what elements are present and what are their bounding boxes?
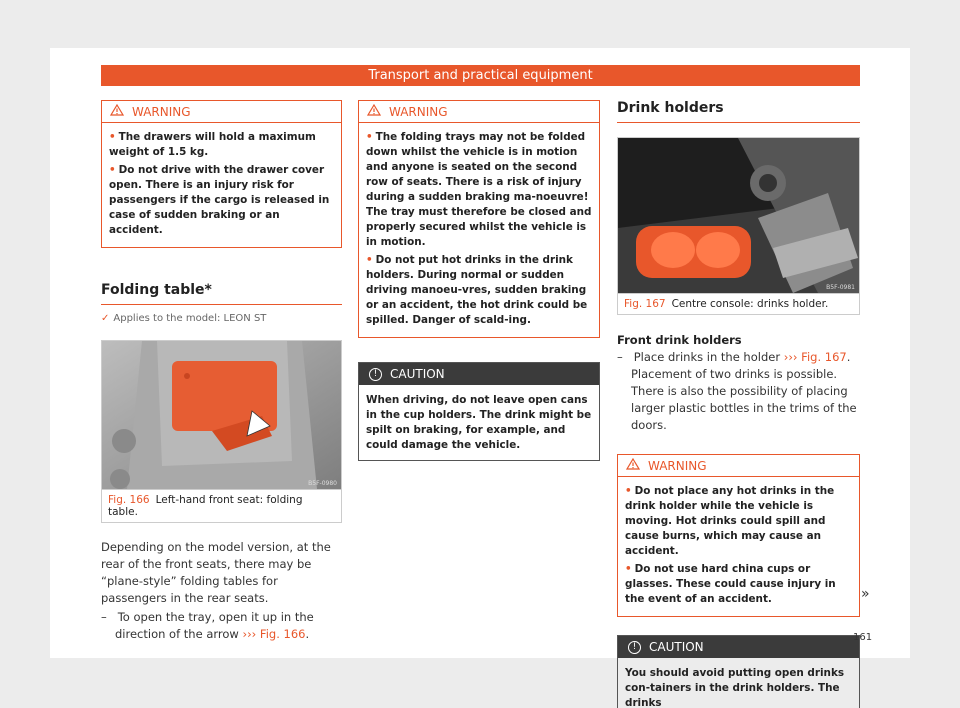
arrow-icon: ››› <box>783 350 798 364</box>
arrow-icon: ››› <box>242 627 257 641</box>
instruction-step: – Place drinks in the holder ››› Fig. 167. Placement of two drinks is possible. There is also the possibility of placing larger plastic bottles in the trims of the doors. <box>617 350 857 432</box>
section-title-drink-holders: Drink holders <box>617 100 860 123</box>
figure-link[interactable]: Fig. 166 <box>259 627 306 641</box>
section-title-folding-table: Folding table* <box>101 282 342 305</box>
body-paragraph: Depending on the model version, at the rear of the front seats, there may be “plane-style” folding tables for passengers in the rear seats. <box>101 540 331 605</box>
figure-166 <box>101 340 342 523</box>
warning-box <box>101 100 342 248</box>
image-code: B5F-0980 <box>308 480 337 487</box>
warning-item: • The folding trays may not be folded down whilst the vehicle is in motion and anyone is seated on the second row of seats. There is a risk of injury during a sudden braking ma-noeuvre! The tray must therefore be closed and properly secured whilst the vehicle is in motion. <box>366 131 592 248</box>
info-circle-icon: ! <box>369 368 382 381</box>
warning-triangle-icon <box>626 458 642 473</box>
figure-link[interactable]: Fig. 167 <box>801 350 847 364</box>
instruction-step: – To open the tray, open it up in the direction of the arrow ››› Fig. 166. <box>101 610 314 641</box>
figure-caption: Fig. 166 Left-hand front seat: folding table. <box>102 489 341 522</box>
caution-text: You should avoid putting open drinks con-tainers in the drink holders. The drinks <box>625 667 845 708</box>
warning-triangle-icon <box>110 104 126 119</box>
caution-title: CAUTION <box>649 640 704 654</box>
warning-triangle-icon <box>367 104 383 119</box>
continue-marker: » <box>861 586 870 602</box>
warning-title: WARNING <box>389 104 448 119</box>
warning-item: • Do not drive with the drawer cover open. There is an injury risk for passengers if the cargo is released in case of sudden braking or an accident. <box>109 164 330 236</box>
warning-title: WARNING <box>648 458 707 473</box>
info-circle-icon: ! <box>628 641 641 654</box>
warning-item: • The drawers will hold a maximum weight of 1.5 kg. <box>109 131 316 158</box>
caution-box <box>617 635 860 708</box>
warning-item: • Do not place any hot drinks in the drink holder while the vehicle is moving. Hot drinks could spill and cause burns, which may cause an accident. <box>625 485 835 557</box>
warning-item: • Do not put hot drinks in the drink holders. During normal or sudden driving manoeu-vres, sudden braking or an accident, the hot drink could be spilled. Danger of scald-ing. <box>366 254 588 326</box>
caution-title: CAUTION <box>390 367 445 381</box>
folding-table-image <box>102 341 341 489</box>
page-number: 161 <box>853 632 873 643</box>
image-code: B5F-0981 <box>826 284 855 291</box>
column-3 <box>617 100 860 708</box>
subheading: Front drink holders <box>617 333 742 347</box>
caution-box <box>358 362 600 461</box>
column-1 <box>101 100 342 643</box>
check-icon: ✓ <box>101 313 110 324</box>
warning-title: WARNING <box>132 104 191 119</box>
page-header: Transport and practical equipment <box>101 65 860 86</box>
caution-text: When driving, do not leave open cans in the cup holders. The drink might be spilt on braking, for example, and could damage the vehicle. <box>366 394 592 451</box>
drink-holder-image <box>618 138 859 293</box>
warning-box <box>617 454 860 617</box>
figure-caption: Fig. 167 Centre console: drinks holder. <box>618 293 859 314</box>
column-2 <box>358 100 600 461</box>
applies-note: ✓ Applies to the model: LEON ST <box>101 313 267 324</box>
warning-box <box>358 100 600 338</box>
figure-167 <box>617 137 860 315</box>
warning-item: • Do not use hard china cups or glasses. These could cause injury in the event of an accident. <box>625 563 836 605</box>
